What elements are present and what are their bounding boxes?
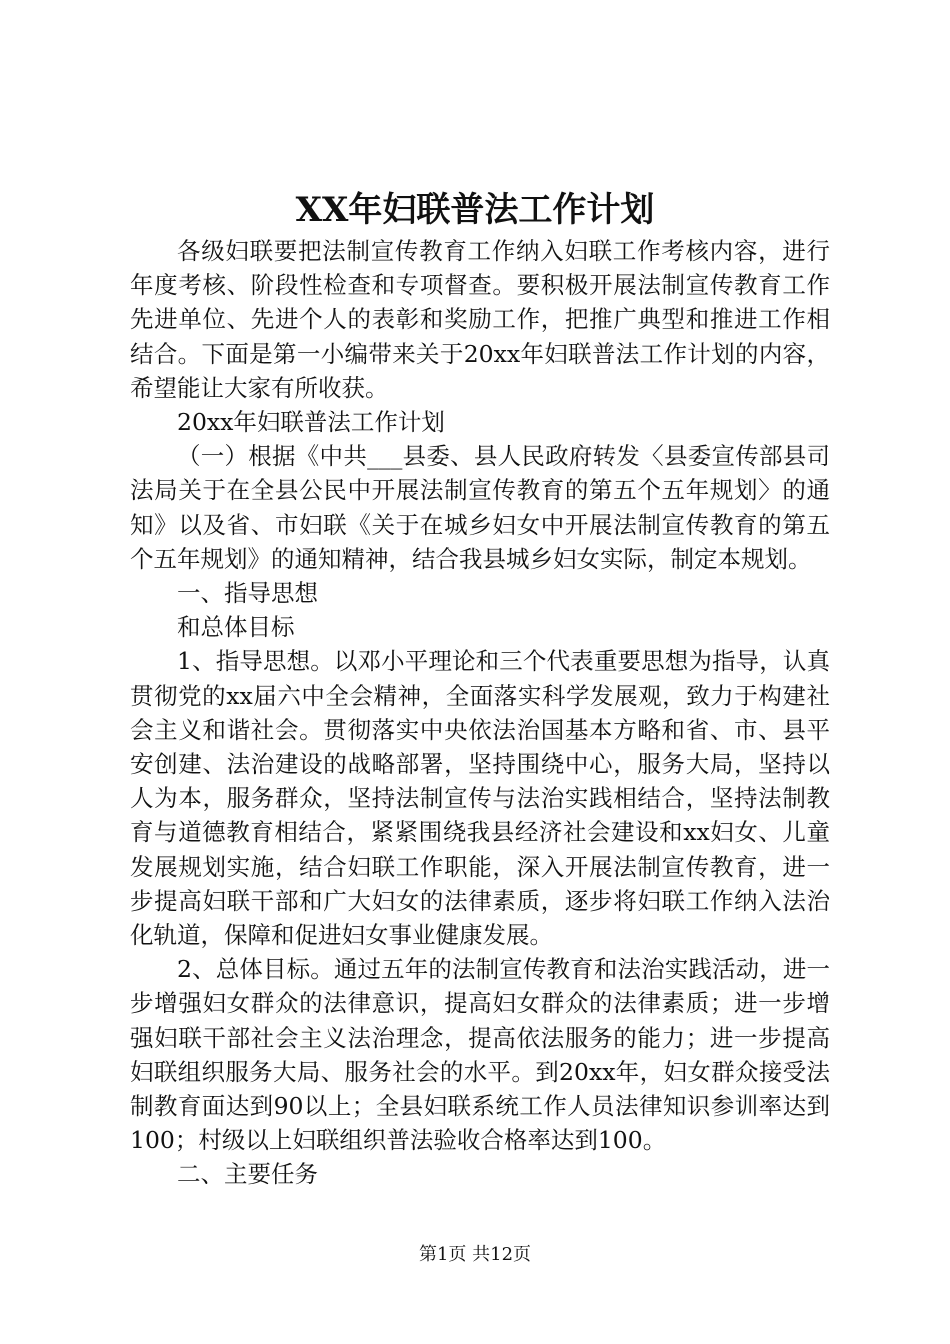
paragraph-intro: 各级妇联要把法制宣传教育工作纳入妇联工作考核内容，进行年度考核、阶段性检查和专项督查。要积极开展法制宣传教育工作先进单位、先进个人的表彰和奖励工作，把推广典型和推进工作相结合。下面是第一小编带来关于20xx年妇联普法工作计划的内容，希望能让大家有所收获。 (130, 237, 830, 402)
paragraph-overall-goal: 2、总体目标。通过五年的法制宣传教育和法治实践活动，进一步增强妇女群众的法律意识，提高妇女群众的法律素质；进一步增强妇联干部社会主义法治理念，提高依法服务的能力；进一步提高妇联组织服务大局、服务社会的水平。到20xx年，妇女群众接受法制教育面达到90以上；全县妇联系统工作人员法律知识参训率达到100；村级以上妇联组织普法验收合格率达到100。 (130, 955, 830, 1155)
document-body (130, 234, 830, 1192)
paragraph-plan-heading: 20xx年妇联普法工作计划 (177, 408, 445, 437)
paragraph-basis: （一）根据《中共___县委、县人民政府转发〈县委宣传部县司法局关于在全县公民中开展法制宣传教育的第五个五年规划〉的通知》以及省、市妇联《关于在城乡妇女中开展法制宣传教育的第五个五年规划》的通知精神，结合我县城乡妇女实际，制定本规划。 (130, 442, 830, 573)
page-number: 第1页 共12页 (418, 1244, 532, 1265)
paragraph-guiding-thought: 1、指导思想。以邓小平理论和三个代表重要思想为指导，认真贯彻党的xx届六中全会精神，全面落实科学发展观，致力于构建社会主义和谐社会。贯彻落实中央依法治国基本方略和省、市、县平安创建、法治建设的战略部署，坚持围绕中心，服务大局，坚持以人为本，服务群众，坚持法制宣传与法治实践相结合，坚持法制教育与道德教育相结合，紧紧围绕我县经济社会建设和xx妇女、儿童发展规划实施，结合妇联工作职能，深入开展法制宣传教育，进一步提高妇联干部和广大妇女的法律素质，逐步将妇联工作纳入法治化轨道，保障和促进妇女事业健康发展。 (130, 647, 830, 950)
section-heading-guiding-thought: 一、指导思想 (177, 579, 318, 608)
section-heading-overall-goal: 和总体目标 (177, 613, 295, 642)
document-title: XX年妇联普法工作计划 (295, 190, 655, 230)
section-heading-main-tasks: 二、主要任务 (177, 1160, 318, 1189)
